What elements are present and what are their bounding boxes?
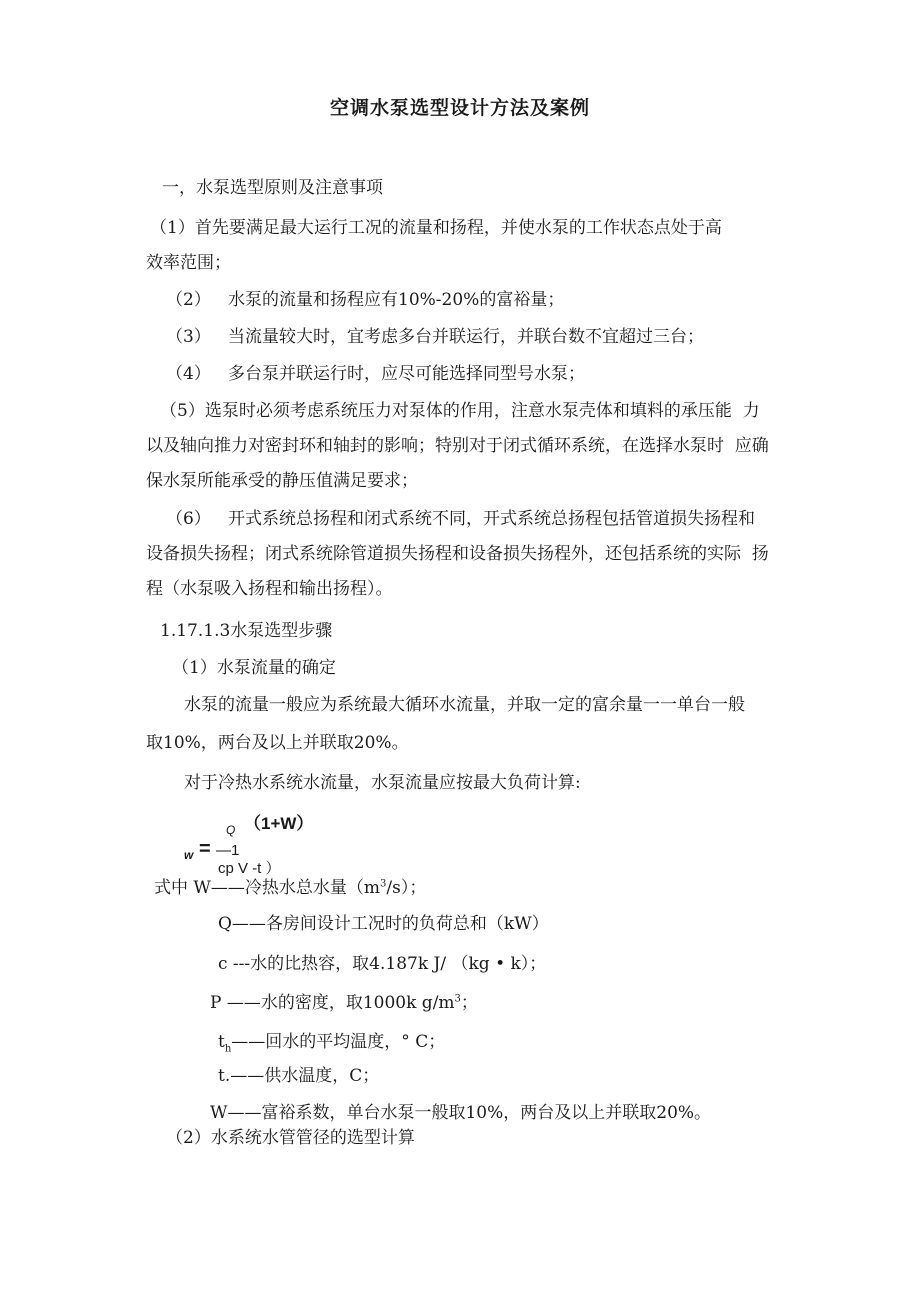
item-4 bbox=[166, 362, 585, 386]
document-title: 空调水泵选型设计方法及案例 bbox=[329, 97, 590, 119]
item-4-text: 多台泵并联运行时，应尽可能选择同型号水泵； bbox=[228, 364, 585, 384]
formula-fraction-bar: —1 bbox=[216, 842, 240, 859]
item-5-line-1: （5）选泵时必须考虑系统压力对泵体的作用，注意水泵壳体和填料的承压能 力 bbox=[160, 401, 760, 421]
definition-tg: t.——供水温度，C； bbox=[218, 1066, 380, 1086]
where-label: 式中 bbox=[154, 878, 188, 898]
item-2-text: 水泵的流量和扬程应有10%-20%的富裕量； bbox=[228, 290, 565, 310]
formula-lhs: w bbox=[184, 848, 194, 862]
formula-q: Q bbox=[226, 823, 236, 837]
item-2-number: （2） bbox=[166, 290, 211, 310]
section-heading-pump-principles: 一，水泵选型原则及注意事项 bbox=[162, 178, 383, 198]
definition-w-margin: W——富裕系数，单台水泵一般取10%，两台及以上并联取20%。 bbox=[210, 1103, 712, 1123]
item-6-line-3: 程（水泵吸入扬程和输出扬程）。 bbox=[146, 579, 393, 599]
formula-numerator: （1+W） bbox=[244, 814, 314, 833]
definition-th-text: ——回水的平均温度，° C； bbox=[231, 1032, 446, 1052]
item-1-line-2: 效率范围； bbox=[146, 253, 231, 273]
definition-q: Q——各房间设计工况时的负荷总和（kW） bbox=[218, 914, 549, 934]
definition-p-text: P ——水的密度，取1000k g/m bbox=[210, 993, 455, 1013]
item-6-text: 开式系统总扬程和闭式系统不同，开式系统总扬程包括管道损失扬程和 bbox=[228, 509, 755, 529]
definition-th-symbol: t bbox=[218, 1032, 225, 1052]
item-5-line-3: 保水泵所能承受的静压值满足要求； bbox=[146, 471, 418, 491]
formula-denominator: cp V -t ） bbox=[218, 860, 281, 877]
item-1-line-1: （1）首先要满足最大运行工况的流量和扬程，并使水泵的工作状态点处于高 bbox=[150, 218, 722, 238]
definition-w-text: W——冷热水总水量（m bbox=[188, 878, 380, 898]
item-6-line-2: 设备损失扬程；闭式系统除管道损失扬程和设备损失扬程外，还包括系统的实际 扬 bbox=[146, 544, 769, 564]
section-heading-selection-steps: 1.17.1.3水泵选型步骤 bbox=[160, 621, 333, 641]
formula-equals: = bbox=[199, 838, 211, 860]
definition-w bbox=[154, 876, 426, 900]
item-3-number: （3） bbox=[166, 327, 211, 347]
definition-th bbox=[218, 1030, 445, 1054]
item-2 bbox=[166, 288, 564, 312]
paragraph-flow-line-1: 水泵的流量一般应为系统最大循环水流量，并取一定的富余量一一单台一般 bbox=[184, 695, 745, 715]
definition-p-end: ； bbox=[460, 993, 478, 1013]
subheading-pipe-diameter: （2）水系统水管管径的选型计算 bbox=[166, 1128, 415, 1148]
definition-w-superscript: 3 bbox=[380, 878, 387, 890]
definition-p bbox=[210, 991, 478, 1015]
item-5-line-2: 以及轴向推力对密封环和轴封的影响；特别对于闭式循环系统，在选择水泵时 应确 bbox=[146, 436, 769, 456]
subheading-flow-determination: （1）水泵流量的确定 bbox=[172, 658, 336, 678]
definition-w-unit-end: /s）； bbox=[386, 878, 427, 898]
item-6-number: （6） bbox=[166, 509, 211, 529]
definition-th-subscript: h bbox=[224, 1043, 232, 1055]
item-6-line-1 bbox=[166, 507, 755, 531]
item-3 bbox=[166, 325, 704, 349]
item-3-text: 当流量较大时，宜考虑多台并联运行，并联台数不宜超过三台； bbox=[228, 327, 704, 347]
definition-p-superscript: 3 bbox=[454, 993, 461, 1005]
item-4-number: （4） bbox=[166, 364, 211, 384]
definition-c: c ---水的比热容，取4.187k J/ （kg • k）； bbox=[218, 954, 547, 974]
paragraph-load-calculation: 对于冷热水系统水流量，水泵流量应按最大负荷计算: bbox=[184, 773, 581, 793]
paragraph-flow-line-2: 取10%，两台及以上并联取20%。 bbox=[146, 733, 409, 753]
